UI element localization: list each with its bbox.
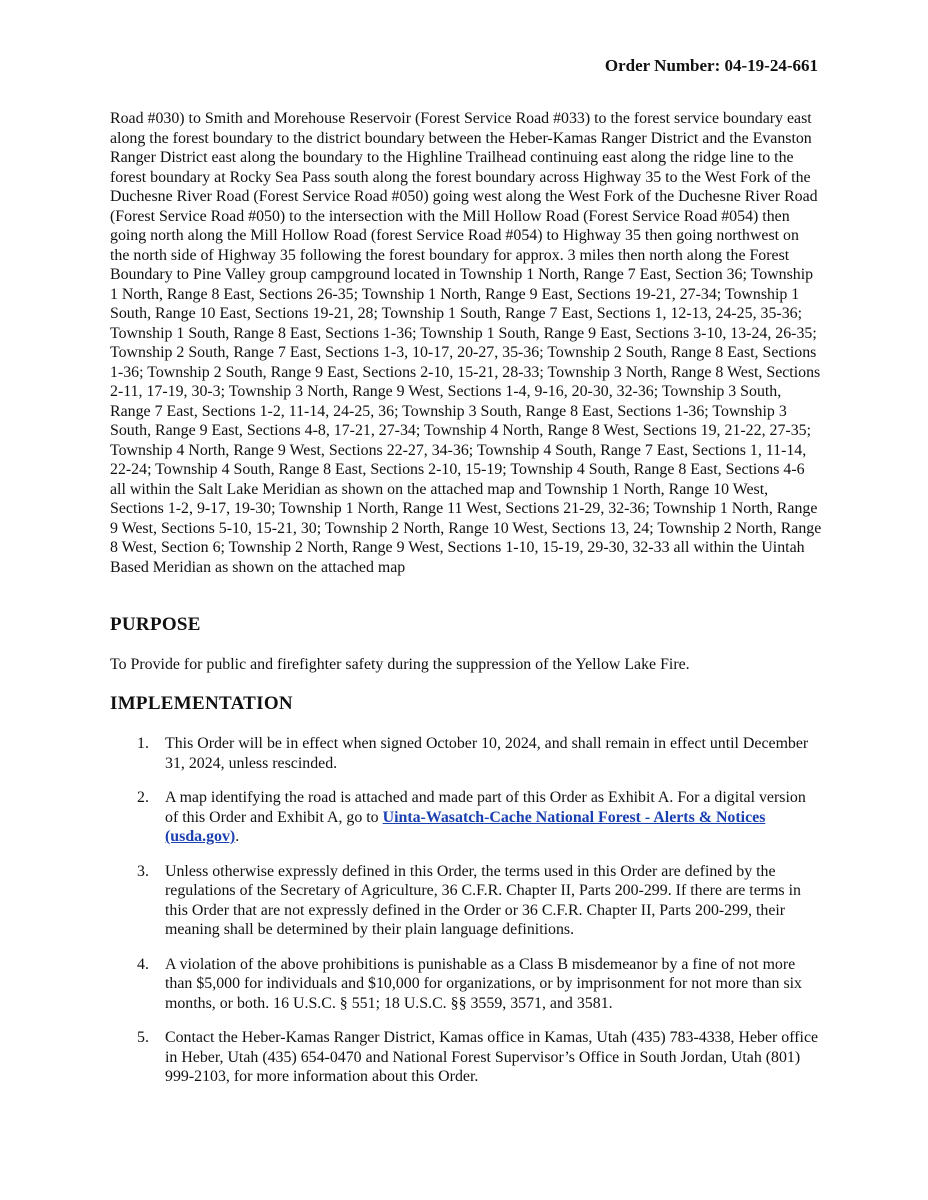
item-text: A violation of the above prohibitions is punishable as a Class B misdemeanor by a fine of not more than $5,000 for individuals and $10,000 for organizations, or by imprisonment for not more than six months, or both. 16 U.S.C. § 551; 18 U.S.C. §§ 3559, 3571, and 3581.: [165, 955, 802, 1012]
item-text: Contact the Heber-Kamas Ranger District, Kamas office in Kamas, Utah (435) 783-4338, Heber office in Heber, Utah (435) 654-0470 and National Forest Supervisor’s Office in South Jordan, Utah (801) 999-2103, for more information about this Order.: [165, 1029, 819, 1085]
implementation-list: [110, 734, 822, 1102]
list-item: [110, 955, 822, 1014]
item-number: 5.: [137, 1029, 149, 1046]
list-item: [110, 734, 822, 773]
item-number: 2.: [137, 789, 149, 806]
item-number: 3.: [137, 862, 149, 880]
item-text-after: .: [235, 828, 240, 845]
implementation-heading: IMPLEMENTATION: [110, 693, 293, 714]
purpose-heading: PURPOSE: [110, 614, 201, 635]
forest-alerts-link[interactable]: Uinta-Wasatch-Cache National Forest - Alerts & Notices (usda.gov): [165, 808, 766, 845]
item-text: [165, 789, 806, 845]
list-item: [110, 1028, 822, 1087]
list-item: [110, 788, 822, 847]
boundary-description: Road #030) to Smith and Morehouse Reservoir (Forest Service Road #033) to the forest service boundary east along the forest boundary to the district boundary between the Heber-Kamas Ranger District and the Evanston Ranger District east along the boundary to the Highline Trailhead continuing east along the ridge line to the forest boundary at Rocky Sea Pass south along the forest boundary across Highway 35 to the West Fork of the Duchesne River Road (Forest Service Road #050) going west along the West Fork of the Duchesne River Road (Forest Service Road #050) to the intersection with the Mill Hollow Road (Forest Service Road #054) then going north along the Mill Hollow Road (forest Service Road #054) to Highway 35 then going northwest on the north side of Highway 35 following the forest boundary for approx. 3 miles then north along the Forest Boundary to Pine Valley group campground located in Township 1 North, Range 7 East, Section 36; Township 1 North, Range 8 East, Sections 26-35; Township 1 North, Range 9 East, Sections 19-21, 27-34; Township 1 South, Range 10 East, Sections 19-21, 28; Township 1 South, Range 7 East, Sections 1, 12-13, 24-25, 35-36; Township 1 South, Range 8 East, Sections 1-36; Township 1 South, Range 9 East, Sections 3-10, 13-24, 26-35; Township 2 South, Range 7 East, Sections 1-3, 10-17, 20-27, 35-36; Township 2 South, Range 8 East, Sections 1-36; Township 2 South, Range 9 East, Sections 2-10, 15-21, 28-33; Township 3 North, Range 8 West, Sections 2-11, 17-19, 30-3; Township 3 North, Range 9 West, Sections 1-4, 9-16, 20-30, 32-36; Township 3 South, Range 7 East, Sections 1-2, 11-14, 24-25, 36; Township 3 South, Range 8 East, Sections 1-36; Township 3 South, Range 9 East, Sections 4-8, 17-21, 27-34; Township 4 North, Range 8 West, Sections 19, 21-22, 27-35; Township 4 North, Range 9 West, Sections 22-27, 34-36; Township 4 South, Range 7 East, Sections 1, 11-14, 22-24; Township 4 South, Range 8 East, Sections 2-10, 15-19; Township 4 South, Range 8 East, Sections 4-6 all within the Salt Lake Meridian as shown on the attached map and Township 1 North, Range 10 West, Sections 1-2, 9-17, 19-30; Township 1 North, Range 11 West, Sections 21-29, 32-36; Township 1 North, Range 9 West, Sections 5-10, 15-21, 30; Township 2 North, Range 10 West, Sections 13, 24; Township 2 North, Range 8 West, Section 6; Township 2 North, Range 9 West, Sections 1-10, 15-19, 29-30, 32-33 all within the Uintah Based Meridian as shown on the attached map: [110, 110, 822, 576]
item-number: 4.: [137, 955, 149, 973]
list-item: [110, 862, 822, 940]
item-text: Unless otherwise expressly defined in this Order, the terms used in this Order are defined by the regulations of the Secretary of Agriculture, 36 C.F.R. Chapter II, Parts 200-299. If there are terms in this Order that are not expressly defined in the Order or 36 C.F.R. Chapter II, Parts 200-299, their meaning shall be determined by their plain language definitions.: [165, 862, 801, 938]
order-number: Order Number: 04-19-24-661: [604, 56, 818, 75]
item-text-before: A map identifying the road is attached and made part of this Order as Exhibit A. For a digital version of this Order and Exhibit A, go to: [165, 789, 806, 826]
item-number: 1.: [137, 735, 149, 752]
item-text: This Order will be in effect when signed October 10, 2024, and shall remain in effect until December 31, 2024, unless rescinded.: [165, 735, 809, 772]
purpose-text: To Provide for public and firefighter safety during the suppression of the Yellow Lake Fire.: [110, 656, 690, 673]
